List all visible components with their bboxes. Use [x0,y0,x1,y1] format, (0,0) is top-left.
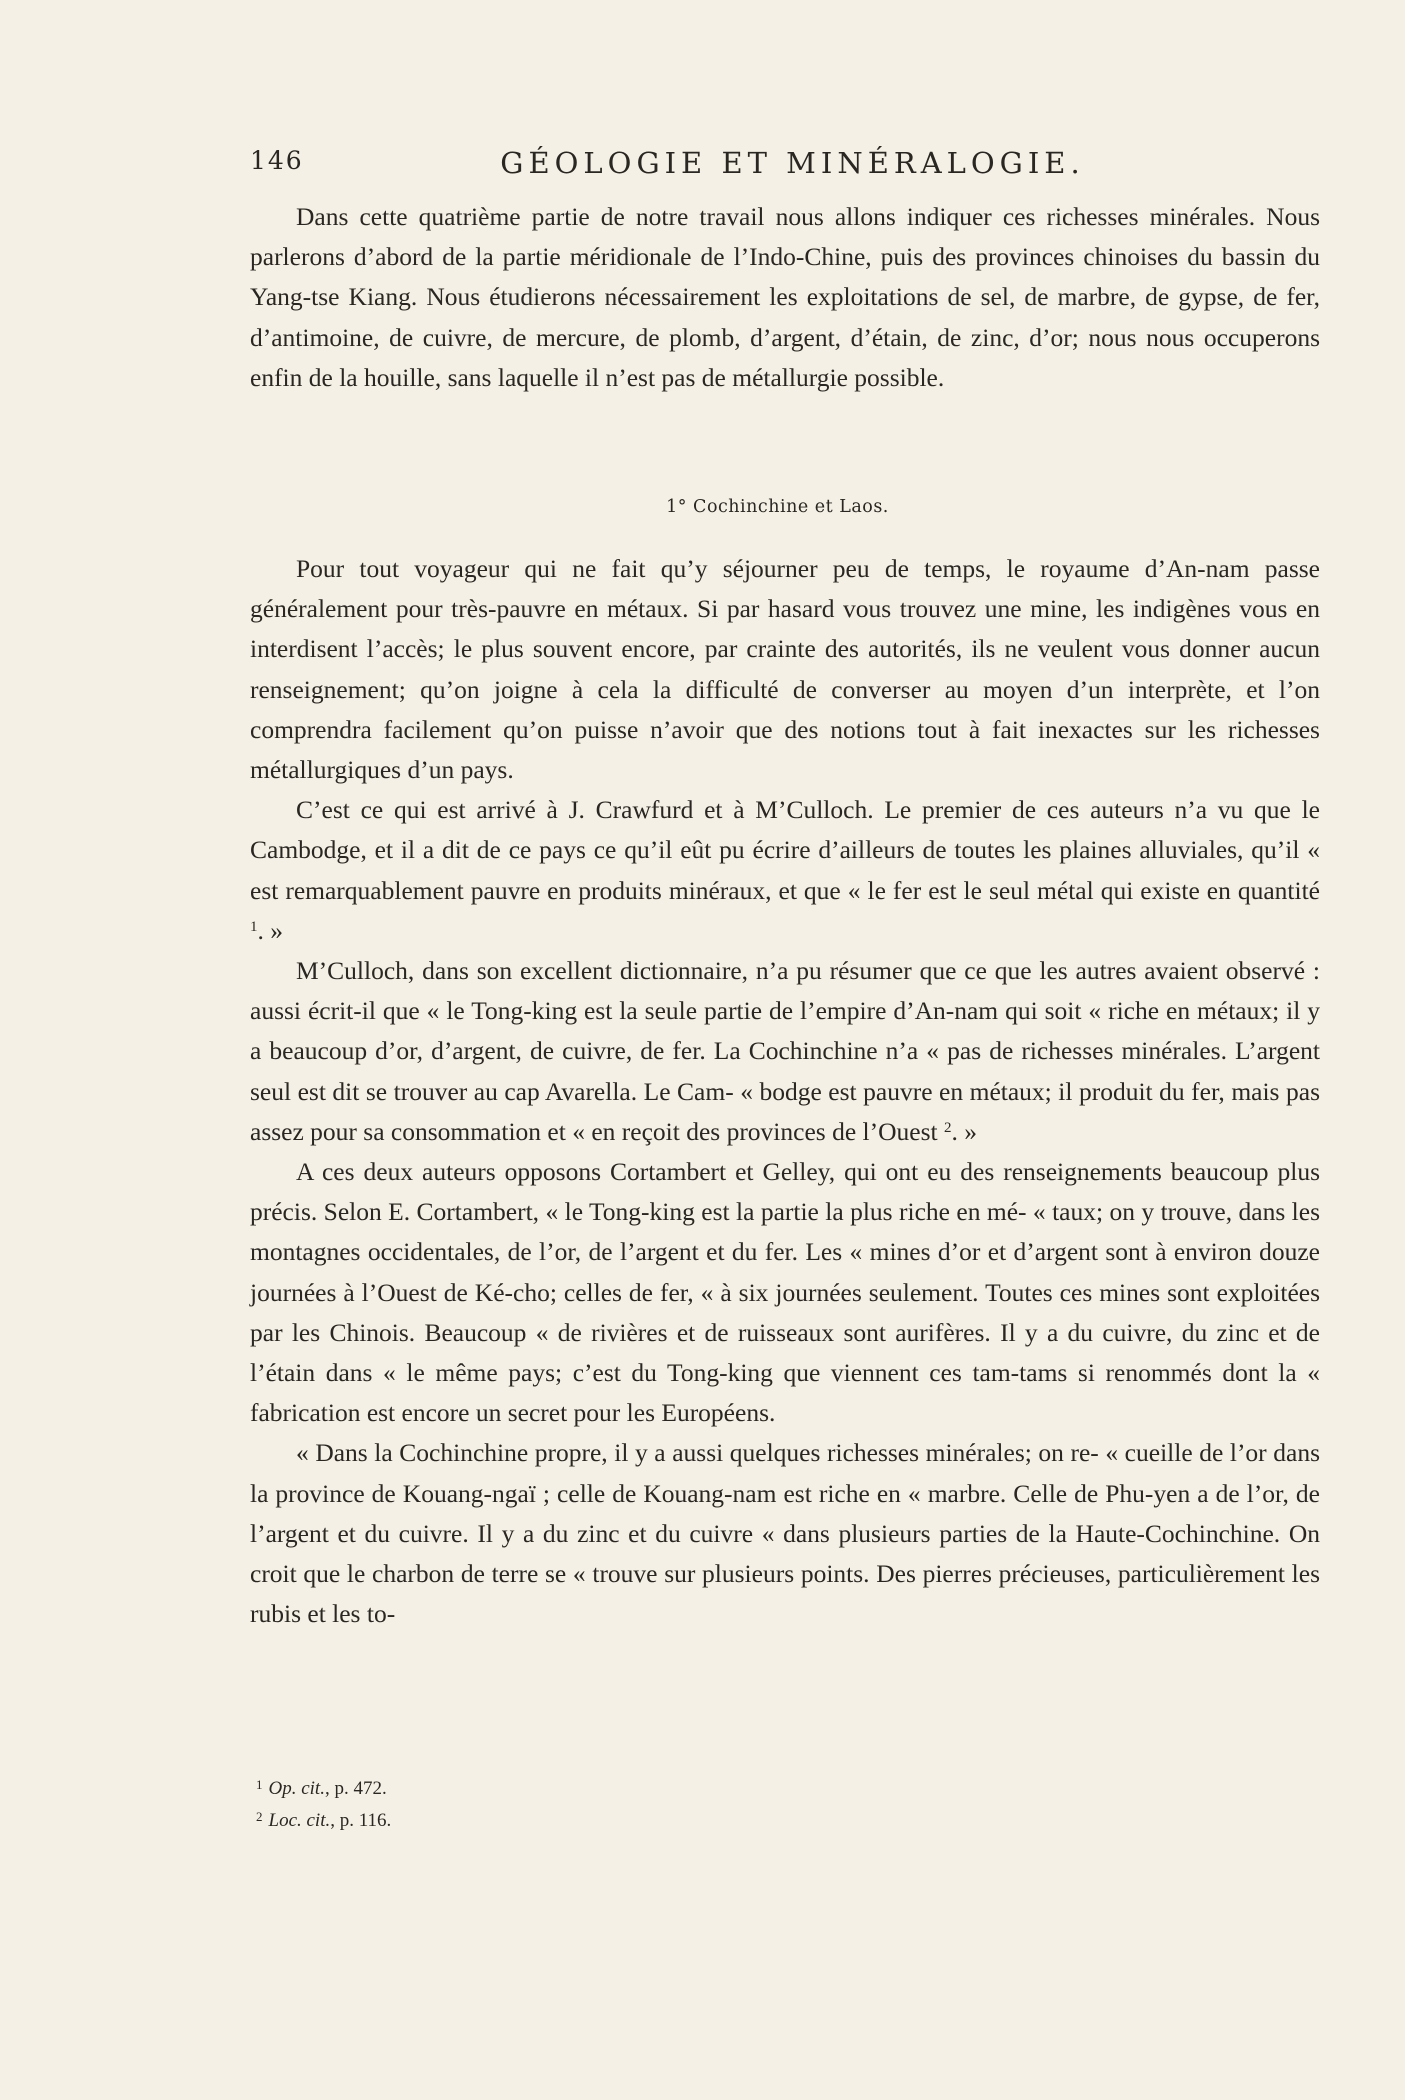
footnote [256,1771,391,1803]
paragraph-text: A ces deux auteurs opposons Cortambert et Gelley, qui ont eu des renseignements beaucoup plus précis. Selon E. Cortambert, « le Tong-king est la partie la plus riche en mé- « taux; on y trouve, dans les montagnes occidentales, de l’or, de l’argent et du fer. Les « mines d’or et d’argent sont à environ douze journées à l’Ouest de Ké-cho; celles de fer, « à six journées seulement. Toutes ces mines sont exploitées par les Chinois. Beaucoup « de rivières et de ruisseaux sont aurifères. Il y a du cuivre, du zinc et de l’étain dans « le même pays; c’est du Tong-king que viennent ces tam-tams si renommés dont la « fabrication est encore un secret pour les Européens. [250,1157,1320,1428]
paragraph [250,1433,1320,1634]
footnote-page: , p. 472. [324,1778,387,1799]
paragraph [250,951,1320,1152]
footnote-source: Op. cit. [268,1778,325,1799]
section-heading: 1° Cochinchine et Laos. [666,497,889,517]
footnote-ref: 2 [943,1119,952,1136]
paragraph [250,549,1320,790]
footnote-number: 1 [256,1777,263,1792]
paragraph-text: « Dans la Cochinchine propre, il y a aussi quelques richesses minérales; on re- « cueille de l’or dans la province de Kouang-ngaï ; celle de Kouang-nam est riche en « marbre. Celle de Phu-yen a de l’or, de l’argent et du cuivre. Il y a du zinc et du cuivre « dans plusieurs parties de la Haute-Cochinchine. On croit que le charbon de terre se « trouve sur plusieurs points. Des pierres précieuses, particulièrement les rubis et les to- [250,1438,1320,1629]
quote-close: . » [257,915,283,945]
running-title: GÉOLOGIE ET MINÉRALOGIE. [500,146,1085,180]
paragraph-text: Pour tout voyageur qui ne fait qu’y séjourner peu de temps, le royaume d’An-nam passe généralement pour très-pauvre en métaux. Si par hasard vous trouvez une mine, les indigènes vous en interdisent l’accès; le plus souvent encore, par crainte des autorités, ils ne veulent vous donner aucun renseignement; qu’on joigne à cela la difficulté de converser au moyen d’un interprète, et l’on comprendra facilement qu’on puisse n’avoir que des notions tout à fait inexactes sur les richesses métallurgiques d’un pays. [250,554,1320,785]
paragraph-text: M’Culloch, dans son excellent dictionnaire, n’a pu résumer que ce que les autres avaient observé : aussi écrit-il que « le Tong-king est la seule partie de l’empire d’An-nam qui soit « riche en métaux; il y a beaucoup d’or, d’argent, de cuivre, de fer. La Cochinchine n’a « pas de richesses minérales. L’argent seul est dit se trouver au cap Avarella. Le Cam- « bodge est pauvre en métaux; il produit du fer, mais pas assez pour sa consommation et « en reçoit des provinces de l’Ouest [250,956,1320,1146]
main-text [250,549,1320,1634]
footnote-ref: 1 [250,918,258,935]
footnote-number: 2 [256,1809,263,1824]
footnote-page: , p. 116. [330,1810,392,1831]
quote-close: . » [951,1116,977,1146]
paragraph [250,1152,1320,1433]
paragraph-text: C’est ce qui est arrivé à J. Crawfurd et à M’Culloch. Le premier de ces auteurs n’a vu que le Cambodge, et il a dit de ce pays ce qu’il eût pu écrire d’ailleurs de toutes les plaines alluviales, qu’il « est remarquablement pauvre en produits minéraux, et que « le fer est le seul métal qui existe en quantité [250,795,1320,905]
paragraph [250,790,1320,951]
intro-paragraph-block [250,197,1320,398]
page-number: 146 [250,146,304,175]
footnote [256,1803,391,1835]
footnote-source: Loc. cit. [268,1810,331,1831]
intro-paragraph: Dans cette quatrième partie de notre travail nous allons indiquer ces richesses minérales. Nous parlerons d’abord de la partie méridionale de l’Indo-Chine, puis des provinces chinoises du bassin du Yang-tse Kiang. Nous étudierons nécessairement les exploitations de sel, de marbre, de gypse, de fer, d’antimoine, de cuivre, de mercure, de plomb, d’argent, d’étain, de zinc, d’or; nous nous occuperons enfin de la houille, sans laquelle il n’est pas de métallurgie possible. [250,202,1320,392]
running-head [240,146,1305,182]
footnotes [256,1771,391,1835]
